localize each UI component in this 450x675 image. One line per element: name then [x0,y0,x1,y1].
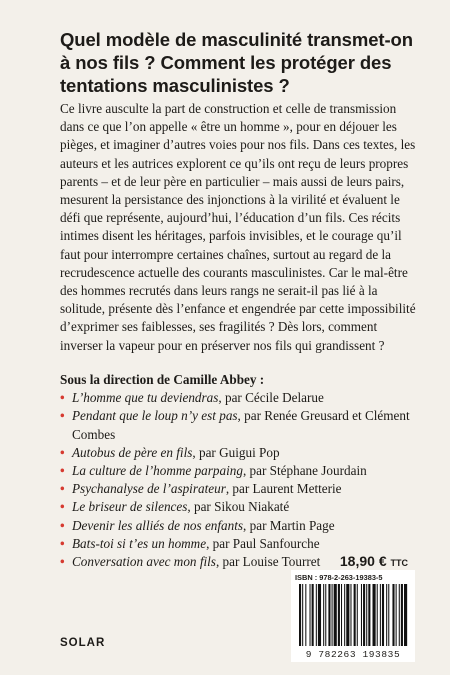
titles-list [60,389,422,571]
story-author: , par Renée Greusard et Clément Combes [72,408,410,442]
bullet-icon: • [60,444,65,460]
story-title: La culture de l’homme parpaing [72,463,243,479]
barcode-block [291,570,415,662]
contributors-section [60,371,422,571]
story-author: , par Stéphane Jourdain [242,463,367,479]
list-item [60,444,422,462]
story-author: , par Martin Page [243,517,335,533]
story-title: Le briseur de silences [72,499,188,515]
publisher-logo: SOLAR [60,637,106,649]
story-author: , par Sikou Niakaté [187,499,290,515]
isbn-label: ISBN : 978-2-263-19383-5 [295,573,383,582]
story-author: , par Laurent Metterie [225,481,342,497]
list-item [60,389,422,407]
barcode-icon [293,584,413,648]
story-author: , par Cécile Delarue [218,390,324,406]
bullet-icon: • [60,554,65,570]
price-label [340,553,408,569]
ean-number: 9 782263 193835 [305,649,401,660]
story-author: , par Paul Sanfourche [206,535,320,551]
blurb [60,100,422,355]
bullet-icon: • [60,481,65,497]
price-value: 18,90 € [339,553,387,569]
list-item [60,462,422,480]
story-title: Conversation avec mon fils [72,554,216,570]
bullet-icon: • [60,535,65,551]
list-item [60,535,422,553]
list-item [60,517,422,535]
headline: Quel modèle de masculinité transmet-on à nos fils ? Comment les protéger des tentations masculinistes ? [60,29,413,96]
story-title: Bats-toi si t’es un homme [72,535,207,551]
story-title: Pendant que le loup n’y est pas [72,408,238,424]
blurb-text: Ce livre ausculte la part de construction et celle de transmission dans ce que l’on appelle « être un homme », pour en déjouer les pièges, et imaginer d’autres voies pour nos fils. Dans ces textes, les auteurs et les autrices explorent ce qu’ils ont reçu de leurs propres parents – et de leur père en particulier – mais aussi de leurs pairs, mesurent la persistance des injonctions à la virilité et évaluent le défi que représente, aujourd’hui, l’éducation d’un fils. Ces récits intimes disent les héritages, parfois invisibles, et le courage qu’il faut pour interrompre certaines chaînes, surtout au regard de la recrudescence actuelle des courants masculinistes. Car le mal-être des hommes recrutés dans leurs rangs ne serait-il pas lié à la solitude, présente dès l’enfance et engendrée par cette impossibilité d’exprimer ses faiblesses, ses fragilités ? Dès lors, comment inverser la vapeur pour en préserver nos fils qui grandissent ? [60,101,416,353]
bullet-icon: • [60,499,65,515]
bullet-icon: • [60,517,65,533]
story-author: , par Guigui Pop [192,444,280,460]
bullet-icon: • [60,390,65,406]
bullet-icon: • [60,408,65,424]
story-title: Devenir les alliés de nos enfants [72,517,244,533]
list-item [60,498,422,516]
list-item [60,407,422,443]
story-author: , par Louise Tourret [215,554,321,570]
list-item [60,480,422,498]
story-title: L’homme que tu deviendras [72,390,219,406]
bullet-icon: • [60,463,65,479]
price-tax-suffix: TTC [390,558,408,568]
story-title: Autobus de père en fils [72,444,193,460]
direction-lead: Sous la direction de Camille Abbey : [60,372,265,387]
story-title: Psychanalyse de l’aspirateur [72,481,226,497]
